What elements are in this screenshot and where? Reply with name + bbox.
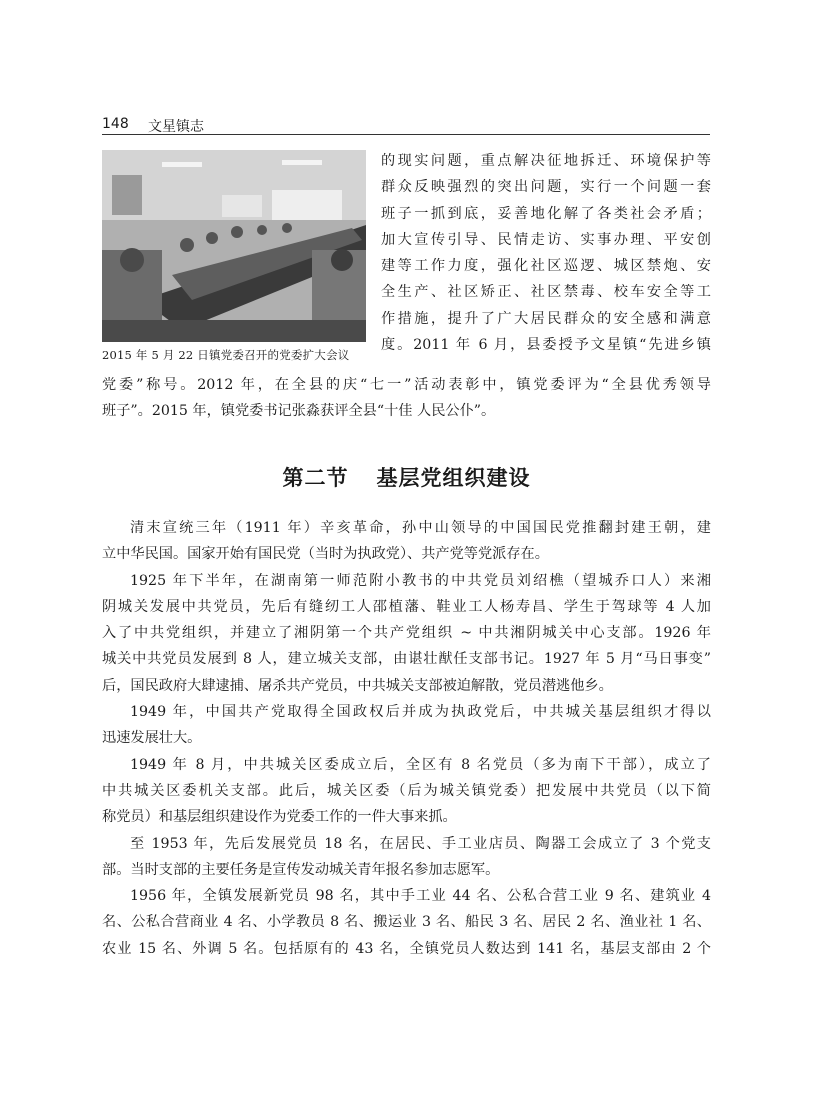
text-line: 至 1953 年，先后发展党员 18 名，在居民、手工业店员、陶器工会成立了 3 个党支 [130, 835, 711, 852]
meeting-photo [102, 150, 366, 342]
text-line: 班子”。2015 年，镇党委书记张淼获评全县“十佳 人民公仆”。 [102, 403, 496, 420]
text-line: 后，国民政府大肆逮捕、屠杀共产党员，中共城关支部被迫解散，党员潜逃他乡。 [102, 677, 613, 694]
text-line: 1956 年，全镇发展新党员 98 名，其中手工业 44 名、公私合营工业 9 名、建筑业 4 [130, 888, 711, 905]
text-line: 中共城关区委机关支部。此后，城关区委（后为城关镇党委）把发展中共党员（以下简 [102, 782, 711, 799]
text-line: 1949 年，中国共产党取得全国政权后并成为执政党后，中共城关基层组织才得以 [130, 704, 711, 721]
text-line: 农业 15 名、外调 5 名。包括原有的 43 名，全镇党员人数达到 141 名，基层支部由 2 个 [102, 940, 711, 957]
running-header [102, 114, 710, 134]
text-line: 城关中共党员发展到 8 人，建立城关支部，由谌壮猷任支部书记。1927 年 5 月“马日事变” [102, 651, 711, 668]
text-line: 阴城关发展中共党员，先后有缝纫工人邵植藩、鞋业工人杨寿昌、学生于驾球等 4 人加 [102, 598, 711, 615]
text-line: 的现实问题，重点解决征地拆迁、环境保护等 [381, 153, 711, 169]
section-heading [102, 462, 711, 492]
text-line: 班子一抓到底，妥善地化解了各类社会矛盾； [381, 205, 711, 222]
page-number: 148 [102, 116, 129, 132]
photo-caption: 2015 年 5 月 22 日镇党委召开的党委扩大会议 [102, 348, 350, 362]
text-line: 部。当时支部的主要任务是宣传发动城关青年报名参加志愿军。 [102, 861, 500, 878]
text-line: 作措施，提升了广大居民群众的安全感和满意 [381, 310, 711, 327]
text-line: 称党员）和基层组织建设作为党委工作的一件大事来抓。 [102, 809, 457, 826]
text-line: 立中华民国。国家开始有国民党（当时为执政党）、共产党等党派存在。 [102, 546, 549, 563]
text-line: 建等工作力度，强化社区巡逻、城区禁炮、安 [381, 258, 711, 275]
text-line: 迅速发展壮大。 [102, 730, 202, 747]
text-line: 名、公私合营商业 4 名、小学教员 8 名、搬运业 3 名、船民 3 名、居民 2 名、渔业社 1 名、 [102, 914, 711, 931]
intro-continuation [102, 372, 711, 425]
section-number: 第二节 [282, 466, 349, 490]
text-line: 度。2011 年 6 月，县委授予文星镇“先进乡镇 [381, 337, 711, 354]
text-line: 清末宣统三年（1911 年）辛亥革命，孙中山领导的中国国民党推翻封建王朝，建 [130, 520, 711, 536]
text-line: 1925 年下半年，在湖南第一师范附小教书的中共党员刘绍樵（望城乔口人）来湘 [130, 572, 711, 589]
section-body [102, 515, 711, 962]
intro-right-column [381, 148, 711, 358]
section-title: 基层党组织建设 [376, 466, 531, 490]
text-line: 群众反映强烈的突出问题，实行一个问题一套 [381, 179, 711, 196]
text-line: 全生产、社区矫正、社区禁毒、校车安全等工 [381, 284, 711, 301]
book-title: 文星镇志 [148, 119, 204, 135]
text-line: 加大宣传引导、民情走访、实事办理、平安创 [381, 231, 711, 248]
header-rule [102, 134, 710, 135]
text-line: 党委”称号。2012 年，在全县的庆“七一”活动表彰中，镇党委评为“全县优秀领导 [102, 377, 711, 393]
text-line: 入了中共党组织，并建立了湘阴第一个共产党组织 ~ 中共湘阴城关中心支部。1926 年 [102, 625, 711, 642]
text-line: 1949 年 8 月，中共城关区委成立后，全区有 8 名党员（多为南下干部），成立了 [130, 756, 711, 773]
